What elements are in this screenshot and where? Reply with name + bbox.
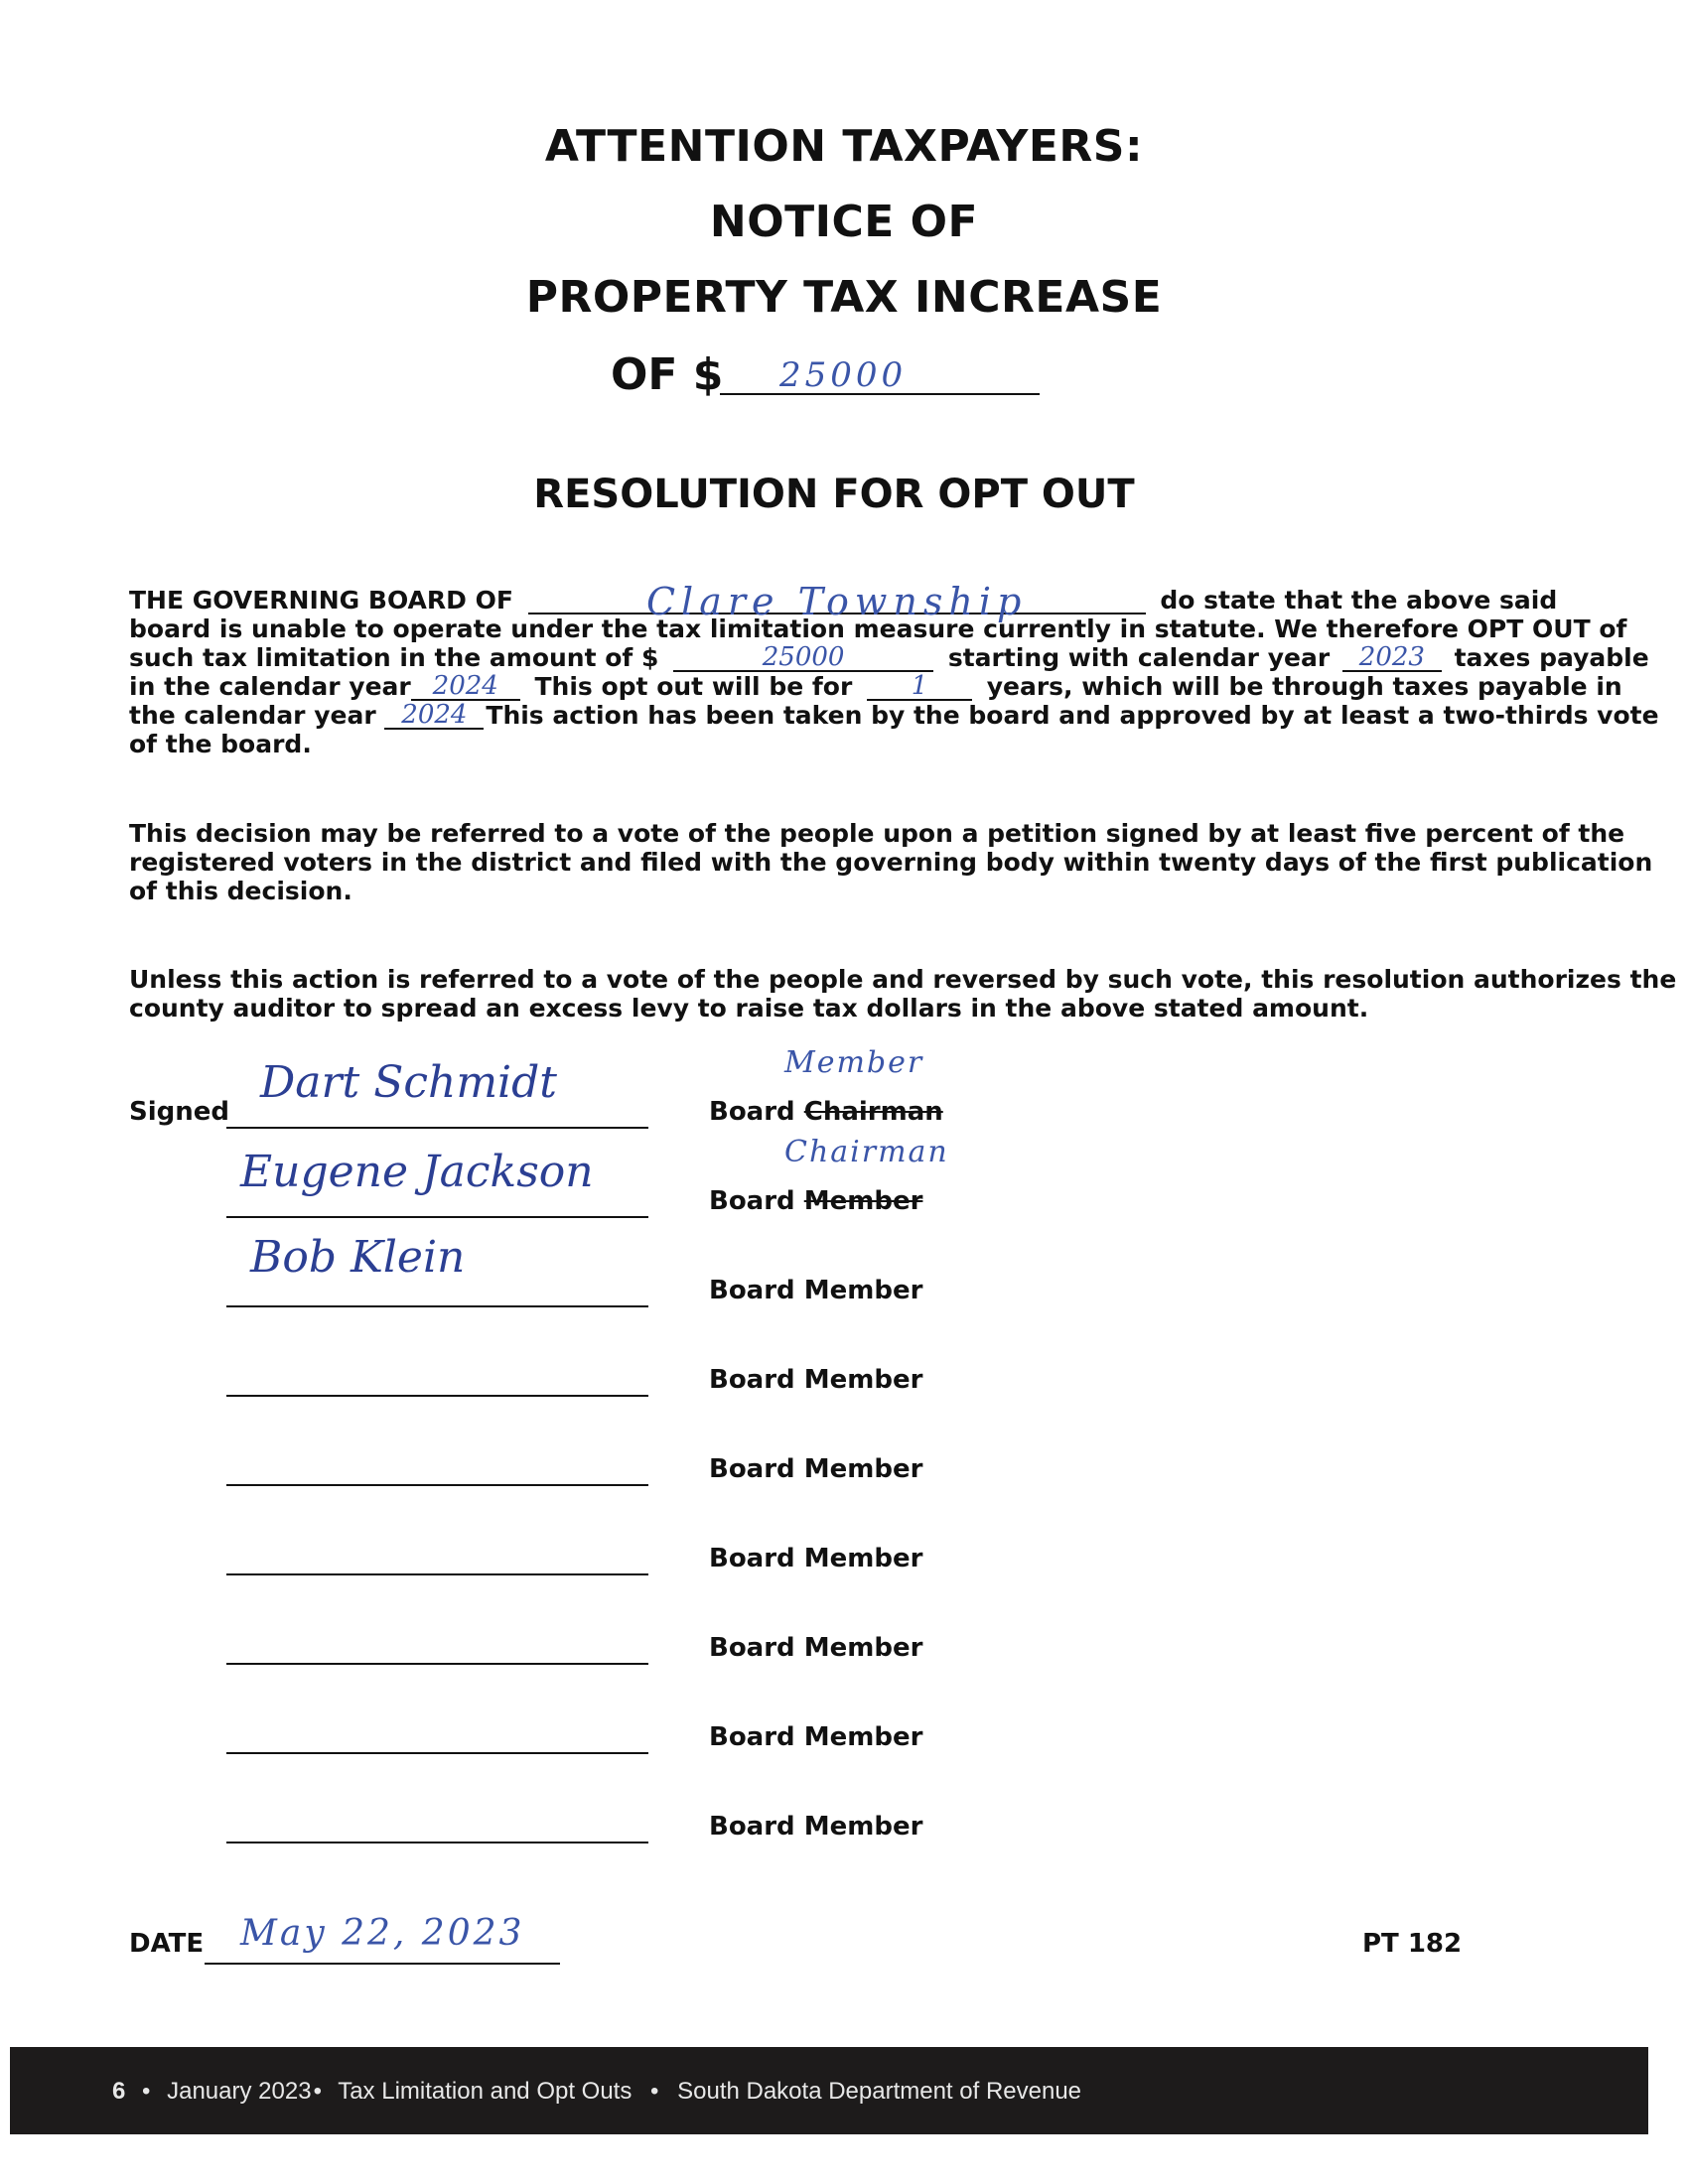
header-attention: ATTENTION TAXPAYERS: <box>544 121 1144 172</box>
board-title <box>709 1365 922 1395</box>
para-line <box>129 642 1649 672</box>
form-code: PT 182 <box>1362 1929 1463 1959</box>
text: such tax limitation in the amount of $ <box>129 643 659 672</box>
role: Member <box>803 1276 923 1305</box>
payable-year-handwritten: 2024 <box>432 671 498 701</box>
referral-paragraph <box>129 819 1653 905</box>
board-prefix: Board <box>709 1365 795 1395</box>
signature-line[interactable] <box>226 1395 648 1397</box>
signature-line[interactable] <box>226 1663 648 1665</box>
text: This decision may be referred to a vote of the people upon a petition signed by at least five percent of the <box>129 819 1625 848</box>
text: taxes payable <box>1454 643 1649 672</box>
signature-row-8 <box>0 1701 1688 1760</box>
board-name-handwritten: Clare Township <box>645 580 1028 623</box>
para-line <box>129 700 1659 730</box>
board-prefix: Board <box>709 1454 795 1484</box>
text: board is unable to operate under the tax limitation measure currently in statute. We therefore OPT OUT of <box>129 614 1627 643</box>
footer-date: January 2023 <box>167 2078 312 2105</box>
board-title <box>709 1454 922 1484</box>
header-property-tax-increase: PROPERTY TAX INCREASE <box>525 272 1163 323</box>
board-title <box>709 1276 922 1305</box>
board-title <box>709 1097 943 1127</box>
signature-row-3 <box>0 1232 1688 1313</box>
footer-title: Tax Limitation and Opt Outs <box>338 2078 633 2105</box>
date-handwritten: May 22, 2023 <box>240 1913 525 1954</box>
text: the calendar year <box>129 701 376 730</box>
through-year-handwritten: 2024 <box>401 700 468 730</box>
board-prefix: Board <box>709 1097 795 1127</box>
authorization-paragraph <box>129 965 1677 1023</box>
board-prefix: Board <box>709 1812 795 1842</box>
date-line[interactable] <box>205 1963 560 1965</box>
amount-handwritten: 25000 <box>779 355 908 395</box>
signature-line[interactable] <box>226 1573 648 1575</box>
signed-label: Signed <box>129 1097 230 1127</box>
board-title <box>709 1722 922 1752</box>
start-year-handwritten: 2023 <box>1358 642 1425 672</box>
footer-separator: • <box>650 2078 659 2105</box>
text: This opt out will be for <box>534 672 853 701</box>
text: do state that the above said <box>1160 586 1558 614</box>
text: of the board. <box>129 730 312 758</box>
footer-agency: South Dakota Department of Revenue <box>677 2078 1082 2105</box>
footer-separator: • <box>142 2078 151 2105</box>
para-line <box>129 614 1627 643</box>
page-number: 6 <box>112 2078 126 2105</box>
signature-line[interactable] <box>226 1305 648 1307</box>
signature-row-9 <box>0 1790 1688 1849</box>
num-years-handwritten: 1 <box>911 671 928 701</box>
signature-row-2 <box>0 1135 1688 1224</box>
struck-role: Chairman <box>803 1097 943 1127</box>
signature-line[interactable] <box>226 1842 648 1843</box>
through-year-field <box>384 700 484 730</box>
para-line <box>129 730 1509 758</box>
board-prefix: Board <box>709 1633 795 1663</box>
text: of this decision. <box>129 877 352 905</box>
payable-year-field <box>411 671 520 701</box>
text: in the calendar year <box>129 672 411 701</box>
board-prefix: Board <box>709 1186 795 1216</box>
role: Member <box>803 1365 923 1395</box>
footer-separator: • <box>313 2078 322 2105</box>
board-title <box>709 1633 922 1663</box>
para-line <box>129 994 1509 1023</box>
signature-row-6 <box>0 1522 1688 1581</box>
para-line <box>129 965 1677 994</box>
signature-handwritten: Bob Klein <box>250 1232 466 1283</box>
role: Member <box>803 1633 923 1663</box>
amount-label: OF $ <box>611 349 724 400</box>
resolution-title: RESOLUTION FOR OPT OUT <box>533 472 1135 517</box>
board-prefix: Board <box>709 1544 795 1573</box>
text: Unless this action is referred to a vote of the people and reversed by such vote, this resolution authorizes the <box>129 965 1677 994</box>
opt-out-amount-handwritten: 25000 <box>762 642 845 672</box>
board-title <box>709 1186 922 1216</box>
board-name-field <box>528 580 1146 623</box>
signature-line[interactable] <box>226 1484 648 1486</box>
footer-bar <box>10 2047 1648 2134</box>
date-label: DATE <box>129 1929 205 1959</box>
text: THE GOVERNING BOARD OF <box>129 586 513 614</box>
text: years, which will be through taxes payable in <box>986 672 1622 701</box>
text: This action has been taken by the board and approved by at least a two-thirds vote <box>486 701 1659 730</box>
signature-row-4 <box>0 1343 1688 1403</box>
para-line <box>129 819 1625 848</box>
increase-amount <box>611 349 1057 409</box>
text: county auditor to spread an excess levy to raise tax dollars in the above stated amount. <box>129 994 1369 1023</box>
resolution-paragraph <box>129 580 1659 758</box>
header-notice-of: NOTICE OF <box>709 197 979 247</box>
board-title <box>709 1544 922 1573</box>
signature-handwritten: Dart Schmidt <box>260 1057 557 1108</box>
signature-line[interactable] <box>226 1216 648 1218</box>
role: Member <box>803 1454 923 1484</box>
num-years-field <box>867 671 972 701</box>
board-title <box>709 1812 922 1842</box>
para-line <box>129 848 1653 877</box>
signature-row-1 <box>0 1045 1688 1135</box>
signature-line[interactable] <box>226 1752 648 1754</box>
signature-row-7 <box>0 1611 1688 1671</box>
text: registered voters in the district and filed with the governing body within twenty days of the first publication <box>129 848 1653 877</box>
signature-row-5 <box>0 1433 1688 1492</box>
role: Member <box>803 1722 923 1752</box>
struck-role: Member <box>803 1186 923 1216</box>
role: Member <box>803 1544 923 1573</box>
text: starting with calendar year <box>947 643 1331 672</box>
role: Member <box>803 1812 923 1842</box>
board-prefix: Board <box>709 1276 795 1305</box>
opt-out-amount-field <box>673 642 933 672</box>
signature-handwritten: Eugene Jackson <box>240 1147 594 1197</box>
para-line <box>129 671 1622 701</box>
signature-line[interactable] <box>226 1127 648 1129</box>
start-year-field <box>1342 642 1442 672</box>
para-line <box>129 580 1558 623</box>
board-prefix: Board <box>709 1722 795 1752</box>
role-correction-handwritten: Chairman <box>784 1135 949 1169</box>
date-row <box>129 1913 725 1980</box>
para-line <box>129 877 1509 905</box>
footer-text <box>112 2078 1081 2106</box>
role-correction-handwritten: Member <box>784 1045 924 1080</box>
